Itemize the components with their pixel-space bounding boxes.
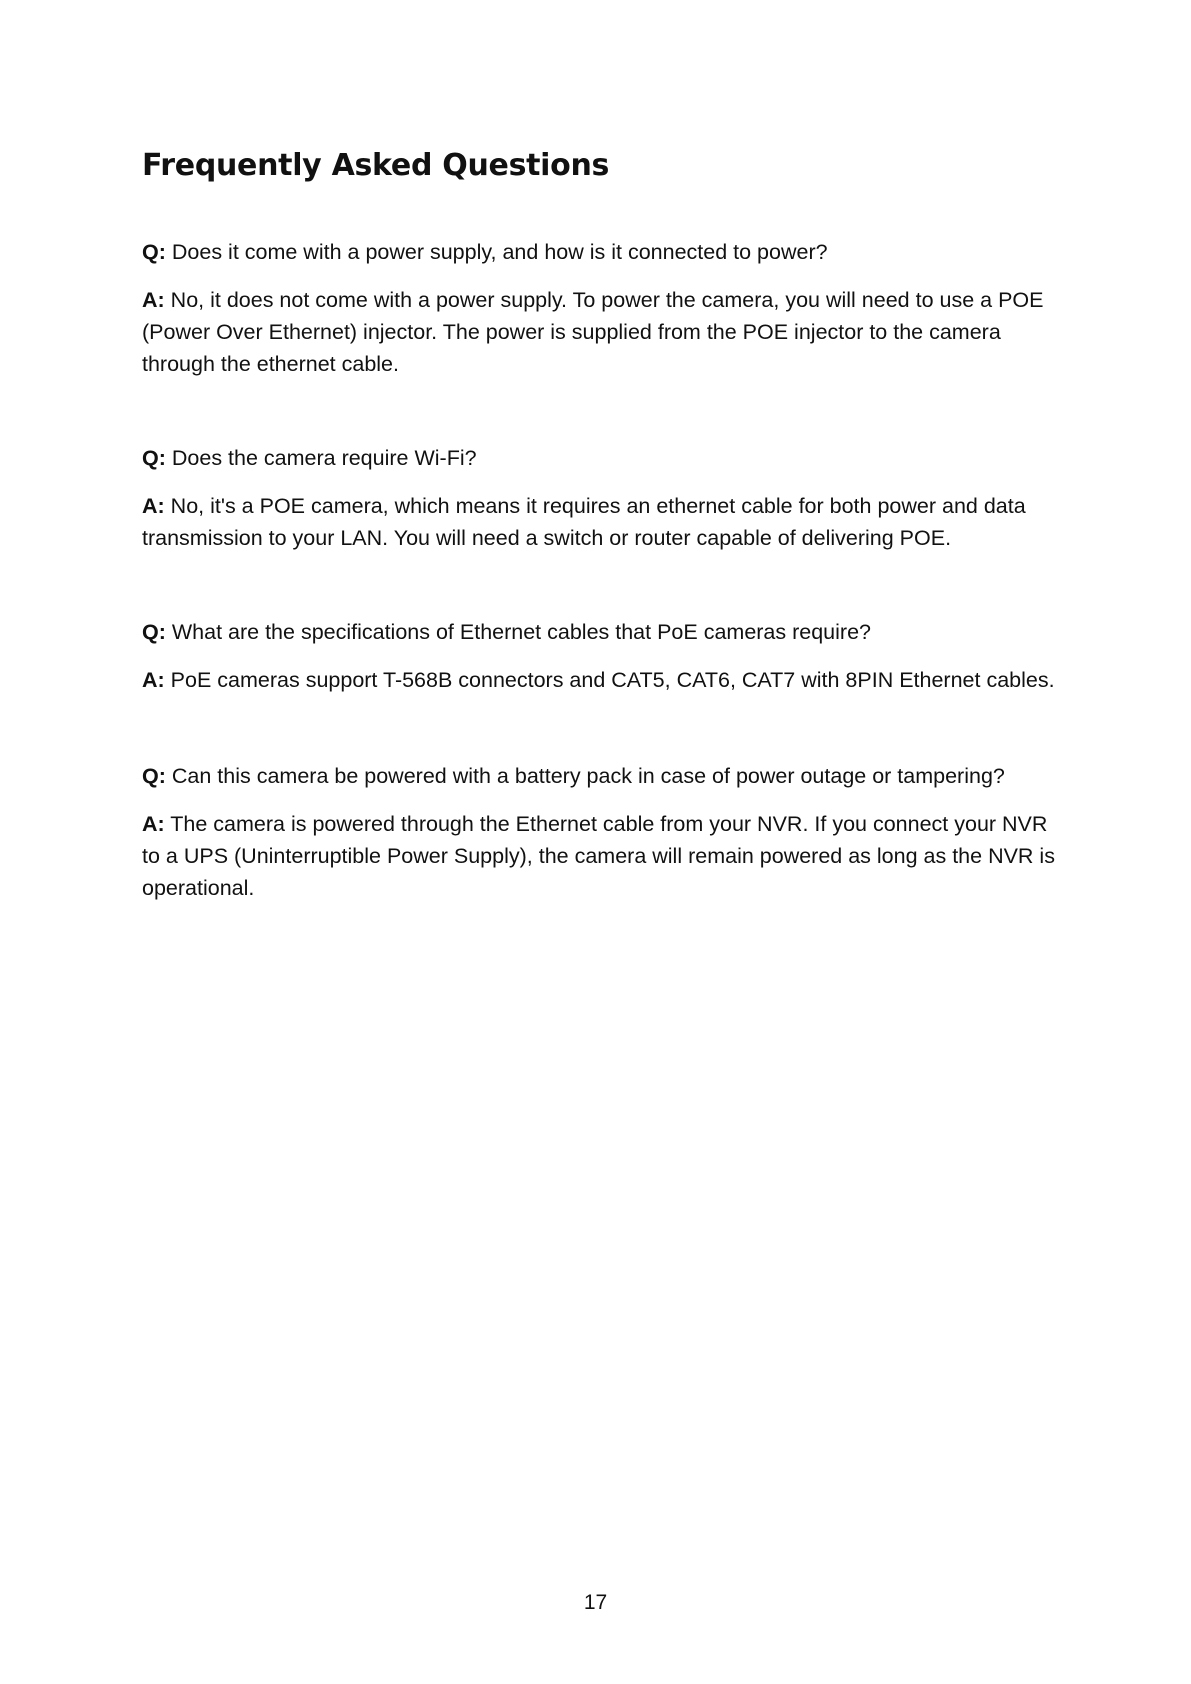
question-text: What are the specifications of Ethernet cables that PoE cameras require? [171,620,871,644]
faq-answer [142,284,1062,380]
answer-label: A: [142,668,165,692]
page-title: Frequently Asked Questions [142,148,610,183]
faq-question [142,236,1062,268]
faq-item-1 [142,236,1062,380]
faq-item-2 [142,442,1062,554]
faq-item-4 [142,760,1062,904]
question-label: Q: [142,764,166,788]
question-label: Q: [142,620,166,644]
faq-question [142,616,1062,648]
answer-label: A: [142,494,165,518]
page-number: 17 [583,1591,608,1614]
answer-label: A: [142,288,165,312]
question-text: Can this camera be powered with a battery pack in case of power outage or tampering? [171,764,1005,788]
question-text: Does the camera require Wi-Fi? [171,446,477,470]
question-text: Does it come with a power supply, and how is it connected to power? [171,240,828,264]
faq-question [142,760,1062,792]
faq-answer [142,490,1062,554]
faq-answer [142,808,1062,904]
faq-answer [142,664,1062,696]
answer-text: PoE cameras support T-568B connectors and CAT5, CAT6, CAT7 with 8PIN Ethernet cables. [170,668,1055,692]
answer-text: The camera is powered through the Ethernet cable from your NVR. If you connect your NVR to a UPS (Uninterruptible Power Supply), the camera will remain powered as long as the NVR is operational. [142,812,1055,900]
answer-text: No, it does not come with a power supply. To power the camera, you will need to use a POE (Power Over Ethernet) injector. The power is supplied from the POE injector to the camera through the ethernet cable. [142,288,1044,376]
answer-text: No, it's a POE camera, which means it requires an ethernet cable for both power and data transmission to your LAN. You will need a switch or router capable of delivering POE. [142,494,1026,550]
question-label: Q: [142,446,166,470]
question-label: Q: [142,240,166,264]
faq-item-3 [142,616,1062,696]
answer-label: A: [142,812,165,836]
faq-question [142,442,1062,474]
